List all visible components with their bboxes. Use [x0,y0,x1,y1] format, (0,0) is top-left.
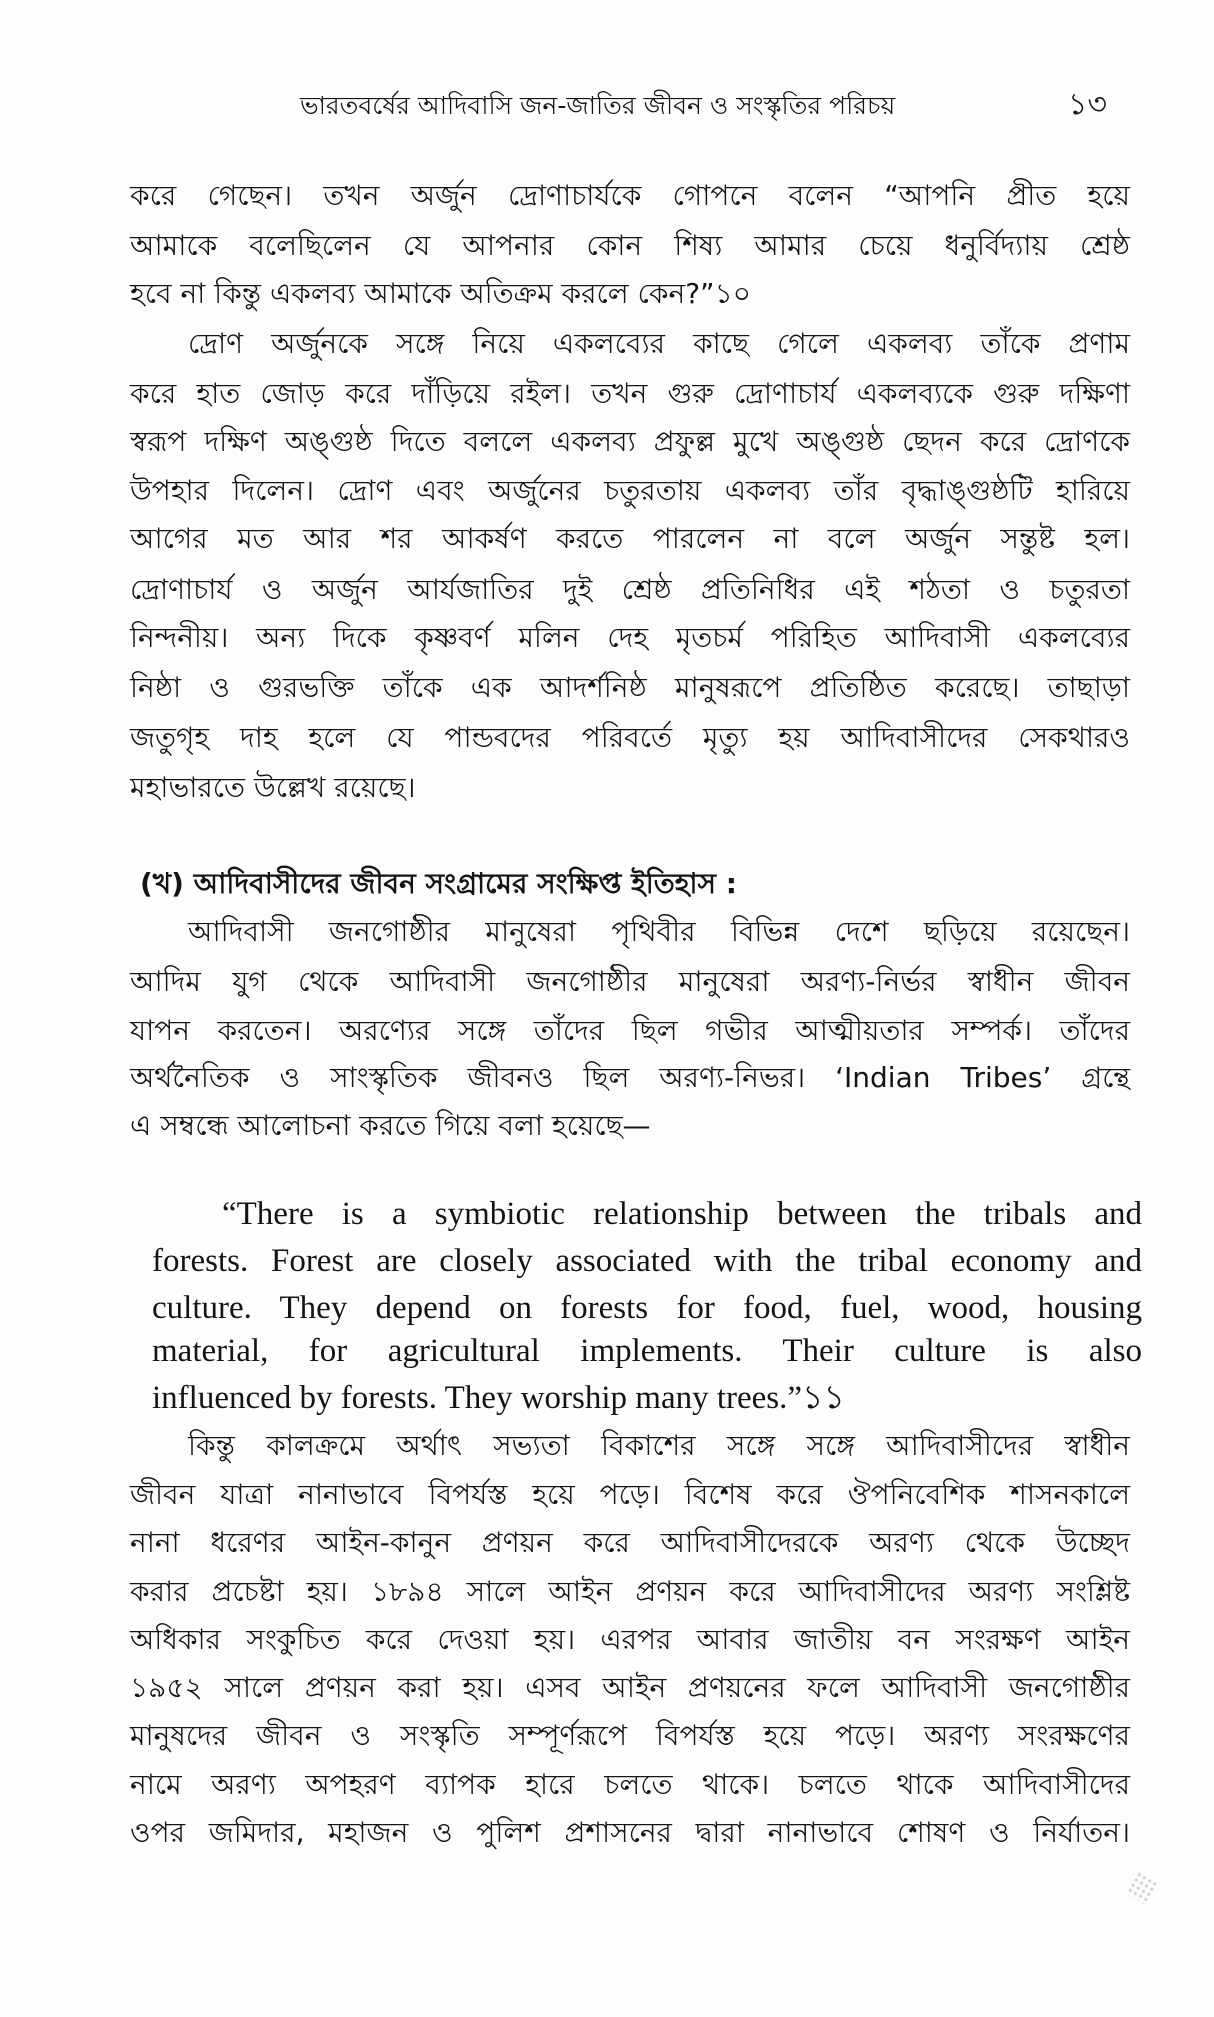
text-line: ওপর জমিদার, মহাজন ও পুলিশ প্রশাসনের দ্বারা নানাভাবে শোষণ ও নির্যাতন। [130,1816,1130,1849]
text-line: আদিবাসী জনগোষ্ঠীর মানুষেরা পৃথিবীর বিভিন্ন দেশে ছড়িয়ে রয়েছেন। [188,915,1130,948]
text-line: এ সম্বন্ধে আলোচনা করতে গিয়ে বলা হয়েছে— [130,1109,651,1142]
text-line: মহাভারতে উল্লেখ রয়েছে। [130,771,416,804]
text-line: করার প্রচেষ্টা হয়। ১৮৯৪ সালে আইন প্রণয়ন করে আদিবাসীদের অরণ্য সংশ্লিষ্ট [130,1575,1130,1608]
text-line: দ্রোণাচার্য ও অর্জুন আর্যজাতির দুই শ্রেষ্ঠ প্রতিনিধির এই শঠতা ও চতুরতা [130,573,1130,606]
quote-line: forests. Forest are closely associated with the tribal economy and [152,1243,1142,1279]
text-line: নানা ধরেণর আইন-কানুন প্রণয়ন করে আদিবাসীদেরকে অরণ্য থেকে উচ্ছেদ [130,1526,1130,1559]
text-line: করে গেছেন। তখন অর্জুন দ্রোণাচার্যকে গোপনে বলেন “আপনি প্রীত হয়ে [130,179,1130,212]
text-line: আগের মত আর শর আকর্ষণ করতে পারলেন না বলে অর্জুন সন্তুষ্ট হল। [130,522,1130,555]
text-line: যাপন করতেন। অরণ্যের সঙ্গে তাঁদের ছিল গভীর আত্মীয়তার সম্পর্ক। তাঁদের [130,1014,1130,1047]
text-line: হবে না কিন্তু একলব্য আমাকে অতিক্রম করলে কেন?”১০ [130,277,751,310]
text-line: জীবন যাত্রা নানাভাবে বিপর্যস্ত হয়ে পড়ে। বিশেষ করে ঔপনিবেশিক শাসনকালে [130,1478,1130,1511]
section-heading: (খ) আদিবাসীদের জীবন সংগ্রামের সংক্ষিপ্ত ইতিহাস : [140,867,737,900]
text-line: অর্থনৈতিক ও সাংস্কৃতিক জীবনও ছিল অরণ্য-নিভর। ‘Indian Tribes’ গ্রন্থে [130,1061,1130,1094]
text-line: অধিকার সংকুচিত করে দেওয়া হয়। এরপর আবার জাতীয় বন সংরক্ষণ আইন [130,1623,1130,1656]
quote-line: culture. They depend on forests for food, fuel, wood, housing [152,1290,1142,1326]
scan-speck [1125,1871,1159,1906]
text-line: নামে অরণ্য অপহরণ ব্যাপক হারে চলতে থাকে। চলতে থাকে আদিবাসীদের [130,1768,1130,1801]
page-number: ১৩ [1068,87,1107,122]
text-line: ১৯৫২ সালে প্রণয়ন করা হয়। এসব আইন প্রণয়নের ফলে আদিবাসী জনগোষ্ঠীর [130,1671,1130,1704]
text-line: করে হাত জোড় করে দাঁড়িয়ে রইল। তখন গুরু দ্রোণাচার্য একলব্যকে গুরু দক্ষিণা [130,377,1130,410]
text-line: আদিম যুগ থেকে আদিবাসী জনগোষ্ঠীর মানুষেরা অরণ্য-নির্ভর স্বাধীন জীবন [130,965,1130,998]
text-line: দ্রোণ অর্জুনকে সঙ্গে নিয়ে একলব্যের কাছে গেলে একলব্য তাঁকে প্রণাম [188,327,1130,360]
quote-line: material, for agricultural implements. Their culture is also [152,1333,1142,1369]
running-title: ভারতবর্ষের আদিবাসি জন-জাতির জীবন ও সংস্কৃতির পরিচয় [300,91,896,120]
text-line: আমাকে বলেছিলেন যে আপনার কোন শিষ্য আমার চেয়ে ধনুর্বিদ্যায় শ্রেষ্ঠ [130,229,1130,262]
quote-line: influenced by forests. They worship many trees.”১১ [152,1380,845,1416]
text-line: নিষ্ঠা ও গুরভক্তি তাঁকে এক আদর্শনিষ্ঠ মানুষরূপে প্রতিষ্ঠিত করেছে। তাছাড়া [130,671,1130,704]
text-line: মানুষদের জীবন ও সংস্কৃতি সম্পূর্ণরূপে বিপর্যস্ত হয়ে পড়ে। অরণ্য সংরক্ষণের [130,1719,1130,1752]
text-line: কিন্তু কালক্রমে অর্থাৎ সভ্যতা বিকাশের সঙ্গে সঙ্গে আদিবাসীদের স্বাধীন [188,1429,1130,1462]
text-line: জতুগৃহ দাহ হলে যে পান্ডবদের পরিবর্তে মৃত্যু হয় আদিবাসীদের সেকথারও [130,721,1130,754]
text-line: নিন্দনীয়। অন্য দিকে কৃষ্ণবর্ণ মলিন দেহ মৃতচর্ম পরিহিত আদিবাসী একলব্যের [130,621,1130,654]
text-line: উপহার দিলেন। দ্রোণ এবং অর্জুনের চতুরতায় একলব্য তাঁর বৃদ্ধাঙ্গুষ্ঠটি হারিয়ে [130,474,1130,507]
quote-line: “There is a symbiotic relationship between the tribals and [222,1196,1142,1232]
text-line: স্বরূপ দক্ষিণ অঙ্গুষ্ঠ দিতে বললে একলব্য প্রফুল্ল মুখে অঙ্গুষ্ঠ ছেদন করে দ্রোণকে [130,425,1130,458]
